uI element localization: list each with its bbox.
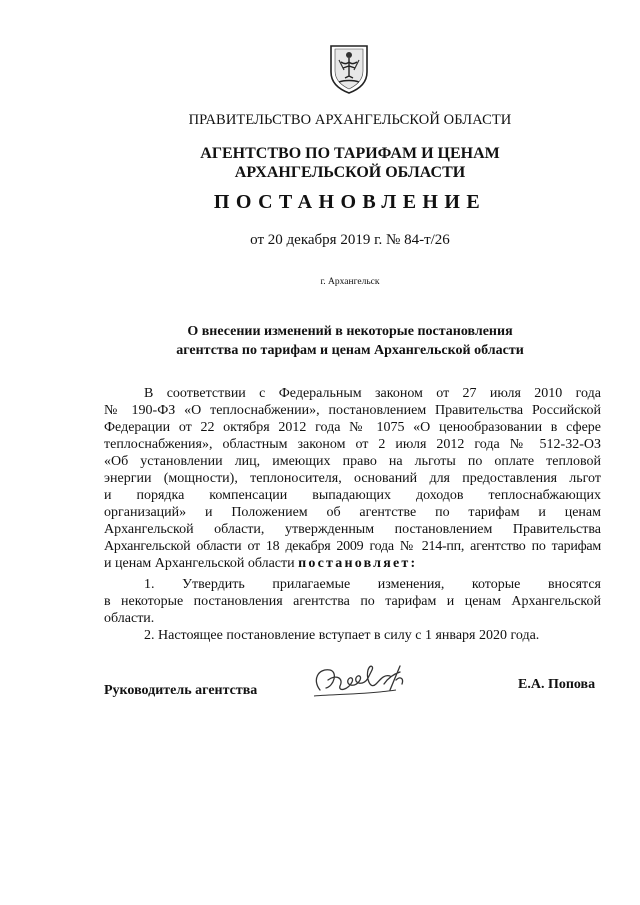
resolution-item-2 — [104, 627, 601, 644]
preamble-line: энергии (мощности), теплоносителя, оснований для предоставления льгот — [104, 471, 601, 486]
agency-heading-line: АГЕНТСТВО ПО ТАРИФАМ И ЦЕНАМ — [200, 145, 500, 162]
item-line: 1. Утвердить прилагаемые изменения, которые вносятся — [144, 577, 601, 592]
signer-name: Е.А. Попова — [518, 677, 596, 692]
preamble-line: «Об установлении лиц, имеющих право на льготы по оплате тепловой — [104, 454, 601, 469]
government-heading: ПРАВИТЕЛЬСТВО АРХАНГЕЛЬСКОЙ ОБЛАСТИ — [188, 112, 512, 128]
coat-of-arms-icon — [327, 42, 371, 94]
signer-role: Руководитель агентства — [104, 683, 258, 698]
resolves-colon: : — [410, 556, 416, 571]
preamble-line: и порядка компенсации выпадающих доходов теплоснабжающих — [104, 488, 601, 503]
resolves-word: постановляет — [298, 556, 411, 571]
document-subject — [0, 322, 640, 360]
preamble-line: Архангельской области, утвержденным постановлением Правительства — [104, 522, 601, 537]
item-line: области. — [104, 611, 155, 626]
subject-line: агентства по тарифам и ценам Архангельской области — [176, 343, 524, 358]
preamble-line: теплоснабжения», областным законом от 2 июля 2012 года № 512-32-ОЗ — [104, 437, 601, 452]
preamble-line: Архангельской области от 18 декабря 2009 года № 214-пп, агентство по тарифам — [104, 539, 601, 554]
resolution-item-1 — [104, 576, 601, 627]
item-line: в некоторые постановления агентства по тарифам и ценам Архангельской — [104, 594, 601, 609]
preamble-line: В соответствии с Федеральным законом от 27 июля 2010 года — [144, 386, 601, 401]
preamble-line: организаций» и Положением об агентстве по тарифам и ценам — [104, 505, 601, 520]
preamble-line: № 190-ФЗ «О теплоснабжении», постановлением Правительства Российской — [104, 403, 601, 418]
document-city: г. Архангельск — [320, 277, 380, 287]
document-type-title: ПОСТАНОВЛЕНИЕ — [213, 191, 487, 213]
agency-heading — [0, 144, 640, 182]
item-line: 2. Настоящее постановление вступает в силу с 1 января 2020 года. — [144, 628, 540, 643]
preamble-final-text: и ценам Архангельской области — [104, 556, 295, 571]
handwritten-signature — [300, 650, 420, 710]
document-date-number: от 20 декабря 2019 г. № 84-т/26 — [250, 232, 450, 248]
preamble-line: Федерации от 22 октября 2012 года № 1075 «О ценообразовании в сфере — [104, 420, 601, 435]
agency-heading-line: АРХАНГЕЛЬСКОЙ ОБЛАСТИ — [234, 164, 466, 181]
preamble-paragraph — [104, 385, 601, 572]
preamble-final-line — [104, 555, 601, 572]
subject-line: О внесении изменений в некоторые постановления — [187, 324, 513, 339]
